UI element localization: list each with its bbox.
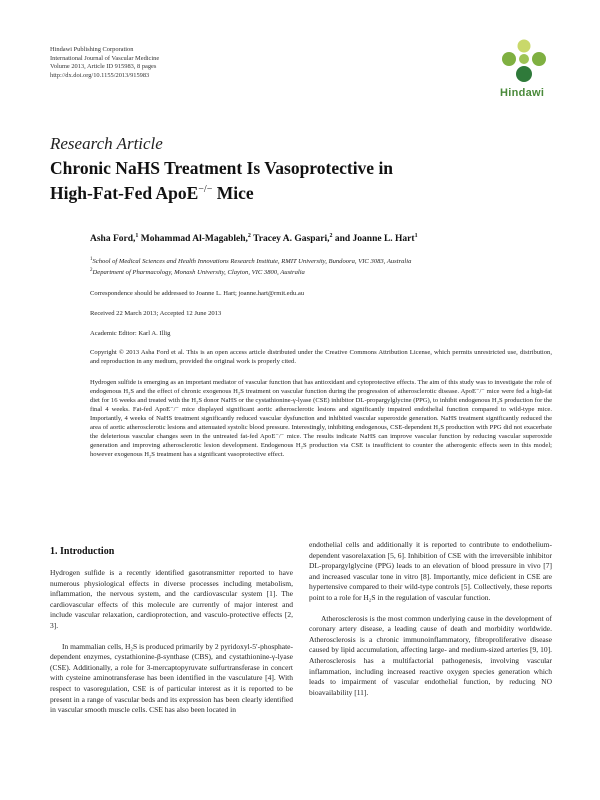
author-affiliation-mark: 2 — [247, 233, 251, 239]
author-list — [90, 233, 418, 244]
paragraph: In mammalian cells, H₂S is produced primarily by 2 pyridoxyl-5′-phosphate-dependent enzymes, cystathionine-β-synthase (CBS), and cystathionine-γ-lyase (CSE). Additionally, a role for 3-mercaptopyruvate sulfurtransferase in concert with cysteine aminotransferase has been identified in the vasculature [4]. With respect to vasoregulation, CSE is of particular interest as it is reported to be present in a range of vascular beds and its expression has been clearly identified in vascular smooth muscle cells. CSE has also been located in — [50, 641, 293, 715]
hindawi-logo — [494, 38, 554, 104]
title-line-1: Chronic NaHS Treatment Is Vasoprotective in — [50, 158, 394, 178]
copyright: Copyright © 2013 Asha Ford et al. This is an open access article distributed under the Creative Commons Attribution License, which permits unrestricted use, distribution, and reproduction in any medium, provided the original work is properly cited. — [90, 349, 552, 365]
author-name: Asha Ford, — [90, 234, 136, 245]
affiliation-2 — [90, 266, 552, 277]
volume-info: Volume 2013, Article ID 915983, 8 pages — [50, 63, 157, 71]
paper-title — [50, 158, 530, 204]
section-title: 1. Introduction — [50, 546, 115, 557]
author-name: Mohammad Al-Magableh, — [138, 234, 248, 245]
hindawi-logo-icon — [494, 38, 554, 86]
title-line-2-end: Mice — [212, 182, 254, 203]
academic-editor: Academic Editor: Karl A. Illig — [90, 330, 171, 337]
paragraph: Atherosclerosis is the most common underlying cause in the development of coronary artery disease, a leading cause of death and morbidity worldwide. Atherosclerosis is a chronic immunoinflammatory, fibroproliferative disease caused by lipid accumulation, affecting large- and medium-sized arteries [9, 10]. Atherosclerosis has a multifactorial pathogenesis, involving vascular inflammation, including increased reactive oxygen species generation which leads to impairment of vascular endothelial function, by reducing NO bioavailability [11]. — [309, 613, 552, 697]
author-affiliation-mark: 2 — [329, 233, 333, 239]
article-type: Research Article — [50, 134, 163, 153]
author-name: and Joanne L. Hart — [332, 234, 415, 245]
journal-header — [50, 46, 159, 80]
doi-link[interactable]: http://dx.doi.org/10.1155/2013/915983 — [50, 71, 150, 79]
title-superscript: −/− — [198, 184, 213, 195]
journal-name: International Journal of Vascular Medicine — [50, 54, 160, 62]
publisher: Hindawi Publishing Corporation — [50, 46, 134, 53]
column-left — [50, 546, 293, 716]
abstract: Hydrogen sulfide is emerging as an important mediator of vascular function that has antioxidant and cytoprotective effects. The aim of this study was to investigate the role of endogenous H₂S and the effect of chronic exogenous H₂S treatment on vascular function during the progression of atherosclerotic disease. ApoE⁻/⁻ mice were fed a high-fat diet for 16 weeks and treated with the H₂S donor NaHS or the cystathionine-γ-lyase (CSE) inhibitor DL-propargylglycine (PPG), to inhibit endogenous H₂S production for the final 4 weeks. Fat-fed ApoE⁻/⁻ mice displayed significant aortic atherosclerotic lesions and significantly impaired endothelial function compared to wild-type mice. Importantly, 4 weeks of NaHS treatment significantly reduced vascular dysfunction and inhibited vascular superoxide generation. NaHS treatment significantly reduced the area of aortic atherosclerotic lesions and attenuated systolic blood pressure. Interestingly, inhibiting endogenous, CSE-dependent H₂S production with PPG did not exacerbate the deleterious vascular changes seen in the untreated fat-fed ApoE⁻/⁻ mice. The results indicate NaHS can improve vascular function by reducing vascular superoxide generation and improving atherosclerotic lesion development. Endogenous H₂S production via CSE is insufficient to counter the atherogenic effects seen in this model; however exogenous H₂S treatment has a significant vasoprotective effect. — [90, 379, 552, 458]
affiliation-1 — [90, 255, 552, 266]
author-name: Tracey A. Gaspari, — [250, 234, 330, 245]
affiliation-mark: 2 — [90, 268, 93, 274]
paragraph: Hydrogen sulfide is a recently identified gasotransmitter reported to have numerous physiological effects in diverse processes including metabolism, inflammation, the nervous system, and the cardiovascular system [1]. The cardiovascular effects of this molecule are currently of major interest and include vascular relaxation, cardioprotection, and vasculo-protective effects [2, 3]. — [50, 568, 293, 630]
affiliation-text: Department of Pharmacology, Monash University, Clayton, VIC 3800, Australia — [92, 269, 305, 277]
affiliation-mark: 1 — [90, 257, 93, 262]
correspondence: Correspondence should be addressed to Joanne L. Hart; joanne.hart@rmit.edu.au — [90, 290, 305, 297]
affiliations — [90, 255, 552, 277]
logo-text: Hindawi — [500, 87, 545, 99]
title-line-2-text: High-Fat-Fed ApoE — [50, 182, 199, 203]
dates: Received 22 March 2013; Accepted 12 June 2013 — [90, 310, 222, 317]
author-affiliation-mark: 1 — [414, 233, 418, 239]
title-line-2 — [50, 179, 530, 204]
affiliation-text: School of Medical Sciences and Health Innovations Research Institute, RMIT University, Bundoora, VIC 3083, Australia — [92, 258, 412, 266]
paragraph: endothelial cells and additionally it is reported to contribute to endothelium-dependent vasorelaxation [5, 6]. Inhibition of CSE with the irreversible inhibitor DL-propargylglycine (PPG) leads to an elevation of blood pressure in vivo [7] and increased vascular tone in vitro [8]. Importantly, mice deficient in CSE are hypertensive compared to their wild-type controls [5]. Collectively, these reports point to a role for H₂S in the regulation of vascular function. — [309, 540, 552, 602]
column-right — [309, 540, 552, 698]
author-affiliation-mark: 1 — [135, 233, 139, 239]
